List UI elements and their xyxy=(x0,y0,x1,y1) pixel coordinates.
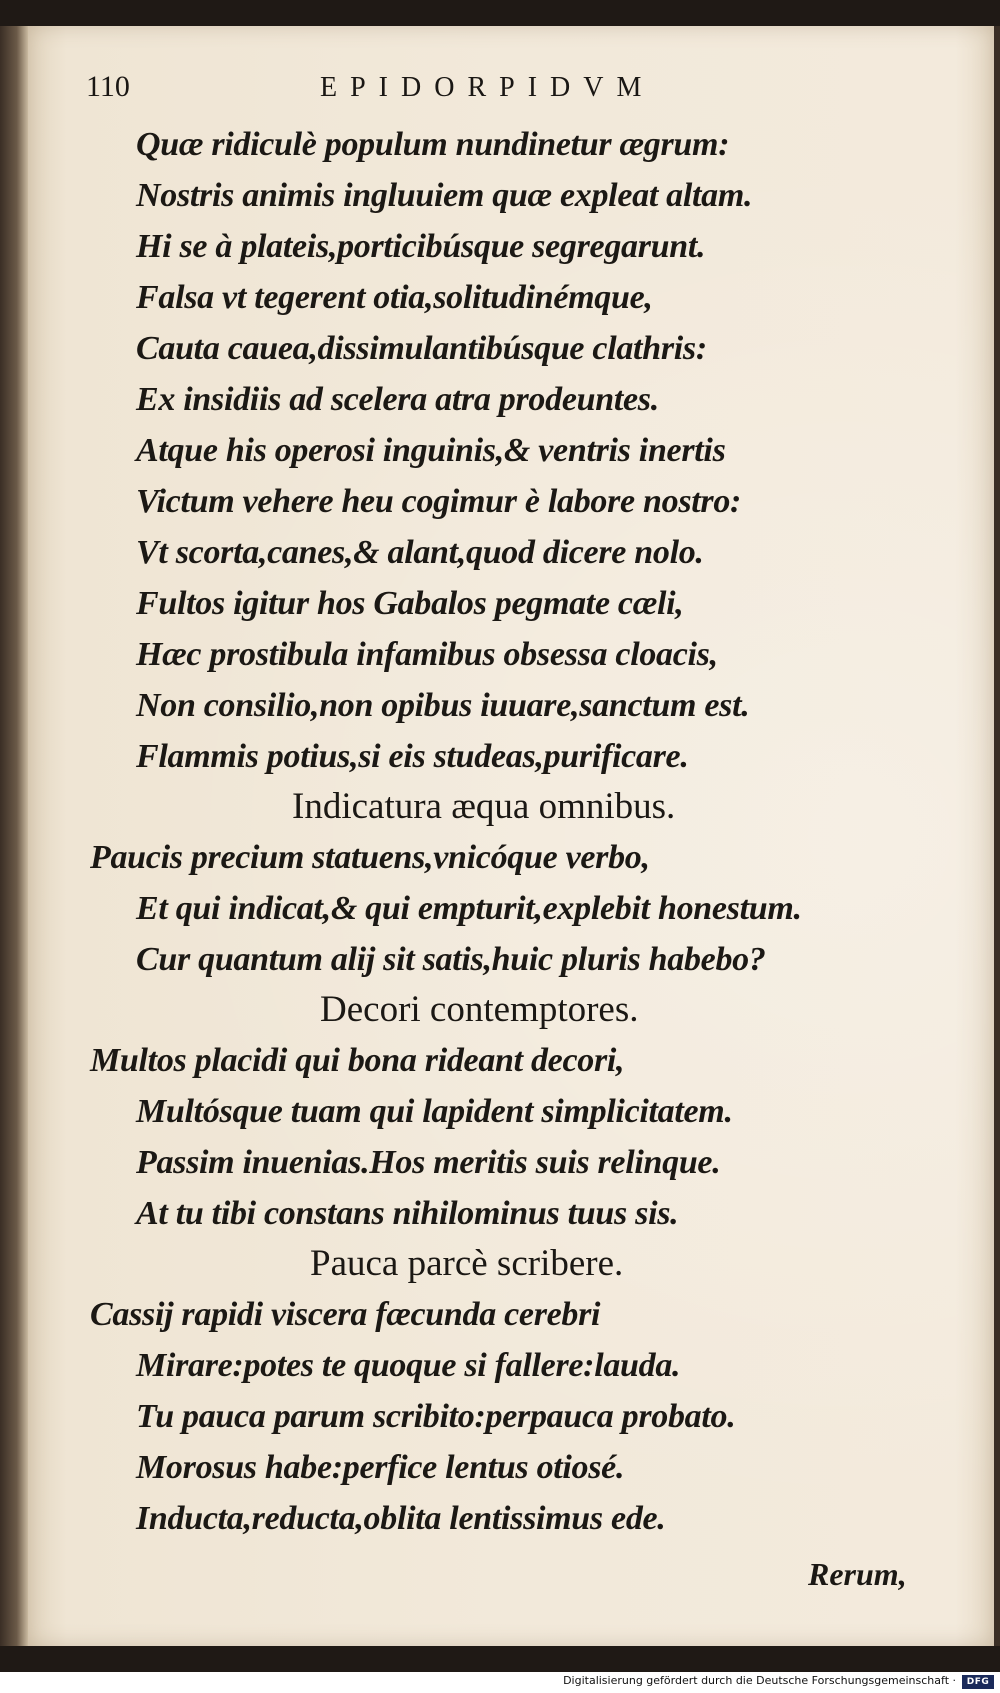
text-line: Paucis precium statuens,vnicóque verbo, xyxy=(90,839,650,876)
book-gutter xyxy=(0,26,28,1646)
text-line: Tu pauca parum scribito:perpauca probato. xyxy=(136,1398,736,1435)
text-line: Quæ ridiculè populum nundinetur ægrum: xyxy=(136,126,730,163)
text-line: Ex insidiis ad scelera atra prodeuntes. xyxy=(136,381,659,418)
running-title: EPIDORPIDVM xyxy=(320,72,655,103)
scan-bottom-border xyxy=(0,1646,1000,1672)
text-line: Flammis potius,si eis studeas,purificare. xyxy=(136,738,689,775)
text-line: Cauta cauea,dissimulantibúsque clathris: xyxy=(136,330,707,367)
text-line: Falsa vt tegerent otia,solitudinémque, xyxy=(136,279,653,316)
section-heading: Pauca parcè scribere. xyxy=(310,1243,624,1284)
text-line: Multósque tuam qui lapident simplicitatem. xyxy=(136,1093,733,1130)
text-line: Victum vehere heu cogimur è labore nostro: xyxy=(136,483,742,520)
section-heading: Decori contemptores. xyxy=(320,989,639,1030)
page-number: 110 xyxy=(86,70,130,103)
text-line: Multos placidi qui bona rideant decori, xyxy=(90,1042,625,1079)
dfg-logo-icon: DFG xyxy=(962,1675,994,1689)
text-line: At tu tibi constans nihilominus tuus sis. xyxy=(136,1195,679,1232)
digitization-footer xyxy=(0,1672,1000,1693)
text-line: Cassij rapidi viscera fæcunda cerebri xyxy=(90,1296,601,1333)
text-line: Passim inuenias.Hos meritis suis relinque. xyxy=(136,1144,721,1181)
text-line: Non consilio,non opibus iuuare,sanctum est. xyxy=(136,687,750,724)
text-line: Morosus habe:perfice lentus otiosé. xyxy=(136,1449,625,1486)
funding-notice: Digitalisierung gefördert durch die Deutsche Forschungsgemeinschaft · xyxy=(563,1674,956,1687)
catchword: Rerum, xyxy=(808,1556,907,1592)
text-line: Atque his operosi inguinis,& ventris inertis xyxy=(136,432,726,469)
text-line: Vt scorta,canes,& alant,quod dicere nolo. xyxy=(136,534,704,571)
text-line: Et qui indicat,& qui empturit,explebit honestum. xyxy=(136,890,802,927)
text-line: Cur quantum alij sit satis,huic pluris habebo? xyxy=(136,941,766,978)
text-line: Hi se à plateis,porticibúsque segregarunt. xyxy=(136,228,706,265)
section-heading: Indicatura æqua omnibus. xyxy=(292,786,676,827)
scan-top-border xyxy=(0,0,1000,26)
scan-right-border xyxy=(994,26,1000,1646)
text-line: Inducta,reducta,oblita lentissimus ede. xyxy=(136,1500,666,1537)
text-line: Hæc prostibula infamibus obsessa cloacis, xyxy=(136,636,718,673)
text-line: Mirare:potes te quoque si fallere:lauda. xyxy=(136,1347,681,1384)
text-line: Fultos igitur hos Gabalos pegmate cæli, xyxy=(136,585,684,622)
text-line: Nostris animis ingluuiem quæ expleat altam. xyxy=(136,177,753,214)
